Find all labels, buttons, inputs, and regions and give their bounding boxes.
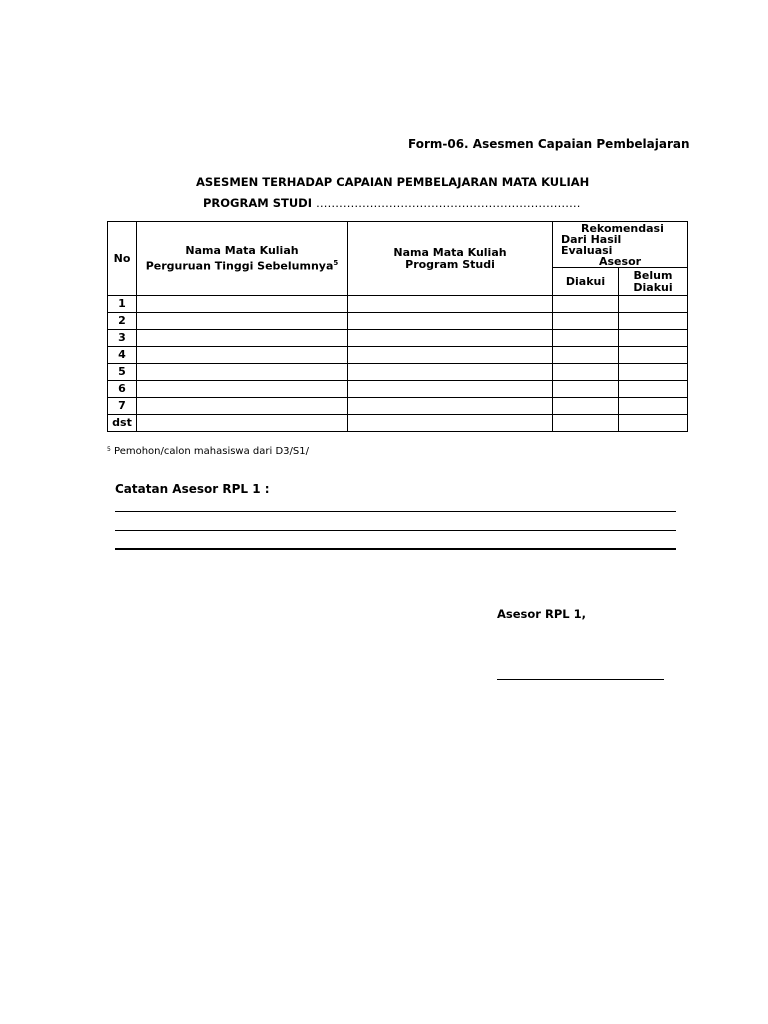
- row-number: 7: [108, 398, 137, 415]
- cell-prog-course[interactable]: [348, 381, 553, 398]
- cell-diakui[interactable]: [553, 364, 619, 381]
- cell-prev-course[interactable]: [137, 381, 348, 398]
- cell-diakui[interactable]: [553, 296, 619, 313]
- table-row: [108, 347, 688, 364]
- row-number: 2: [108, 313, 137, 330]
- cell-diakui[interactable]: [553, 313, 619, 330]
- cell-belum-diakui[interactable]: [619, 296, 688, 313]
- row-number: 6: [108, 381, 137, 398]
- cell-prog-course[interactable]: [348, 398, 553, 415]
- cell-diakui[interactable]: [553, 347, 619, 364]
- header-rek-line1: Rekomendasi: [581, 222, 664, 235]
- cell-belum-diakui[interactable]: [619, 330, 688, 347]
- header-no: No: [108, 222, 137, 296]
- header-prog-course: [348, 222, 553, 296]
- cell-diakui[interactable]: [553, 415, 619, 432]
- notes-line-1[interactable]: [115, 511, 676, 512]
- program-studi-value: ……………………………………………………………: [316, 196, 581, 210]
- cell-prog-course[interactable]: [348, 364, 553, 381]
- cell-prev-course[interactable]: [137, 364, 348, 381]
- table-row: [108, 330, 688, 347]
- cell-diakui[interactable]: [553, 381, 619, 398]
- cell-prev-course[interactable]: [137, 296, 348, 313]
- table-row: [108, 313, 688, 330]
- cell-prog-course[interactable]: [348, 330, 553, 347]
- header-prev-course: [137, 222, 348, 296]
- cell-belum-diakui[interactable]: [619, 398, 688, 415]
- footnote-text: Pemohon/calon mahasiswa dari D3/S1/: [114, 446, 309, 457]
- row-number: dst: [108, 415, 137, 432]
- header-prog-course-line2: Program Studi: [405, 257, 495, 271]
- cell-prev-course[interactable]: [137, 330, 348, 347]
- row-number: 5: [108, 364, 137, 381]
- cell-belum-diakui[interactable]: [619, 415, 688, 432]
- notes-label: Catatan Asesor RPL 1 :: [115, 482, 270, 496]
- header-belum-line2: Diakui: [633, 280, 673, 294]
- notes-line-3[interactable]: [115, 548, 676, 550]
- header-prog-course-line1: Nama Mata Kuliah: [393, 245, 507, 259]
- cell-prog-course[interactable]: [348, 415, 553, 432]
- cell-prog-course[interactable]: [348, 313, 553, 330]
- cell-prev-course[interactable]: [137, 415, 348, 432]
- cell-belum-diakui[interactable]: [619, 381, 688, 398]
- cell-prog-course[interactable]: [348, 347, 553, 364]
- header-prev-course-line2: Perguruan Tinggi Sebelumnya: [145, 259, 334, 273]
- table-row: [108, 398, 688, 415]
- cell-prog-course[interactable]: [348, 296, 553, 313]
- header-prev-course-sup: 5: [333, 258, 339, 267]
- footnote-marker: 5: [107, 446, 111, 453]
- header-rek-line2: Dari Hasil: [561, 233, 622, 246]
- footnote: [107, 446, 309, 457]
- cell-prev-course[interactable]: [137, 313, 348, 330]
- row-number: 1: [108, 296, 137, 313]
- header-rek-line4: Asesor: [599, 255, 642, 268]
- table-row: [108, 296, 688, 313]
- row-number: 4: [108, 347, 137, 364]
- cell-belum-diakui[interactable]: [619, 313, 688, 330]
- program-studi-label: PROGRAM STUDI: [203, 196, 312, 210]
- assessment-table: [107, 221, 688, 432]
- signature-line[interactable]: [497, 679, 664, 680]
- header-rek-line3: Evaluasi: [561, 244, 613, 257]
- table-row: [108, 364, 688, 381]
- header-prev-course-line1: Nama Mata Kuliah: [185, 243, 299, 257]
- form-id: Form-06. Asesmen Capaian Pembelajaran: [408, 137, 690, 151]
- table-row: [108, 381, 688, 398]
- cell-belum-diakui[interactable]: [619, 364, 688, 381]
- program-studi-line: [203, 196, 581, 210]
- notes-line-2[interactable]: [115, 530, 676, 531]
- document-title: ASESMEN TERHADAP CAPAIAN PEMBELAJARAN MATA KULIAH: [196, 175, 590, 189]
- cell-belum-diakui[interactable]: [619, 347, 688, 364]
- cell-prev-course[interactable]: [137, 398, 348, 415]
- row-number: 3: [108, 330, 137, 347]
- cell-diakui[interactable]: [553, 330, 619, 347]
- header-recommendation: [553, 222, 688, 268]
- cell-diakui[interactable]: [553, 398, 619, 415]
- header-belum-diakui: [619, 268, 688, 296]
- header-belum-line1: Belum: [633, 268, 673, 282]
- cell-prev-course[interactable]: [137, 347, 348, 364]
- header-diakui: Diakui: [553, 268, 619, 296]
- table-row: [108, 415, 688, 432]
- signature-label: Asesor RPL 1,: [497, 607, 586, 621]
